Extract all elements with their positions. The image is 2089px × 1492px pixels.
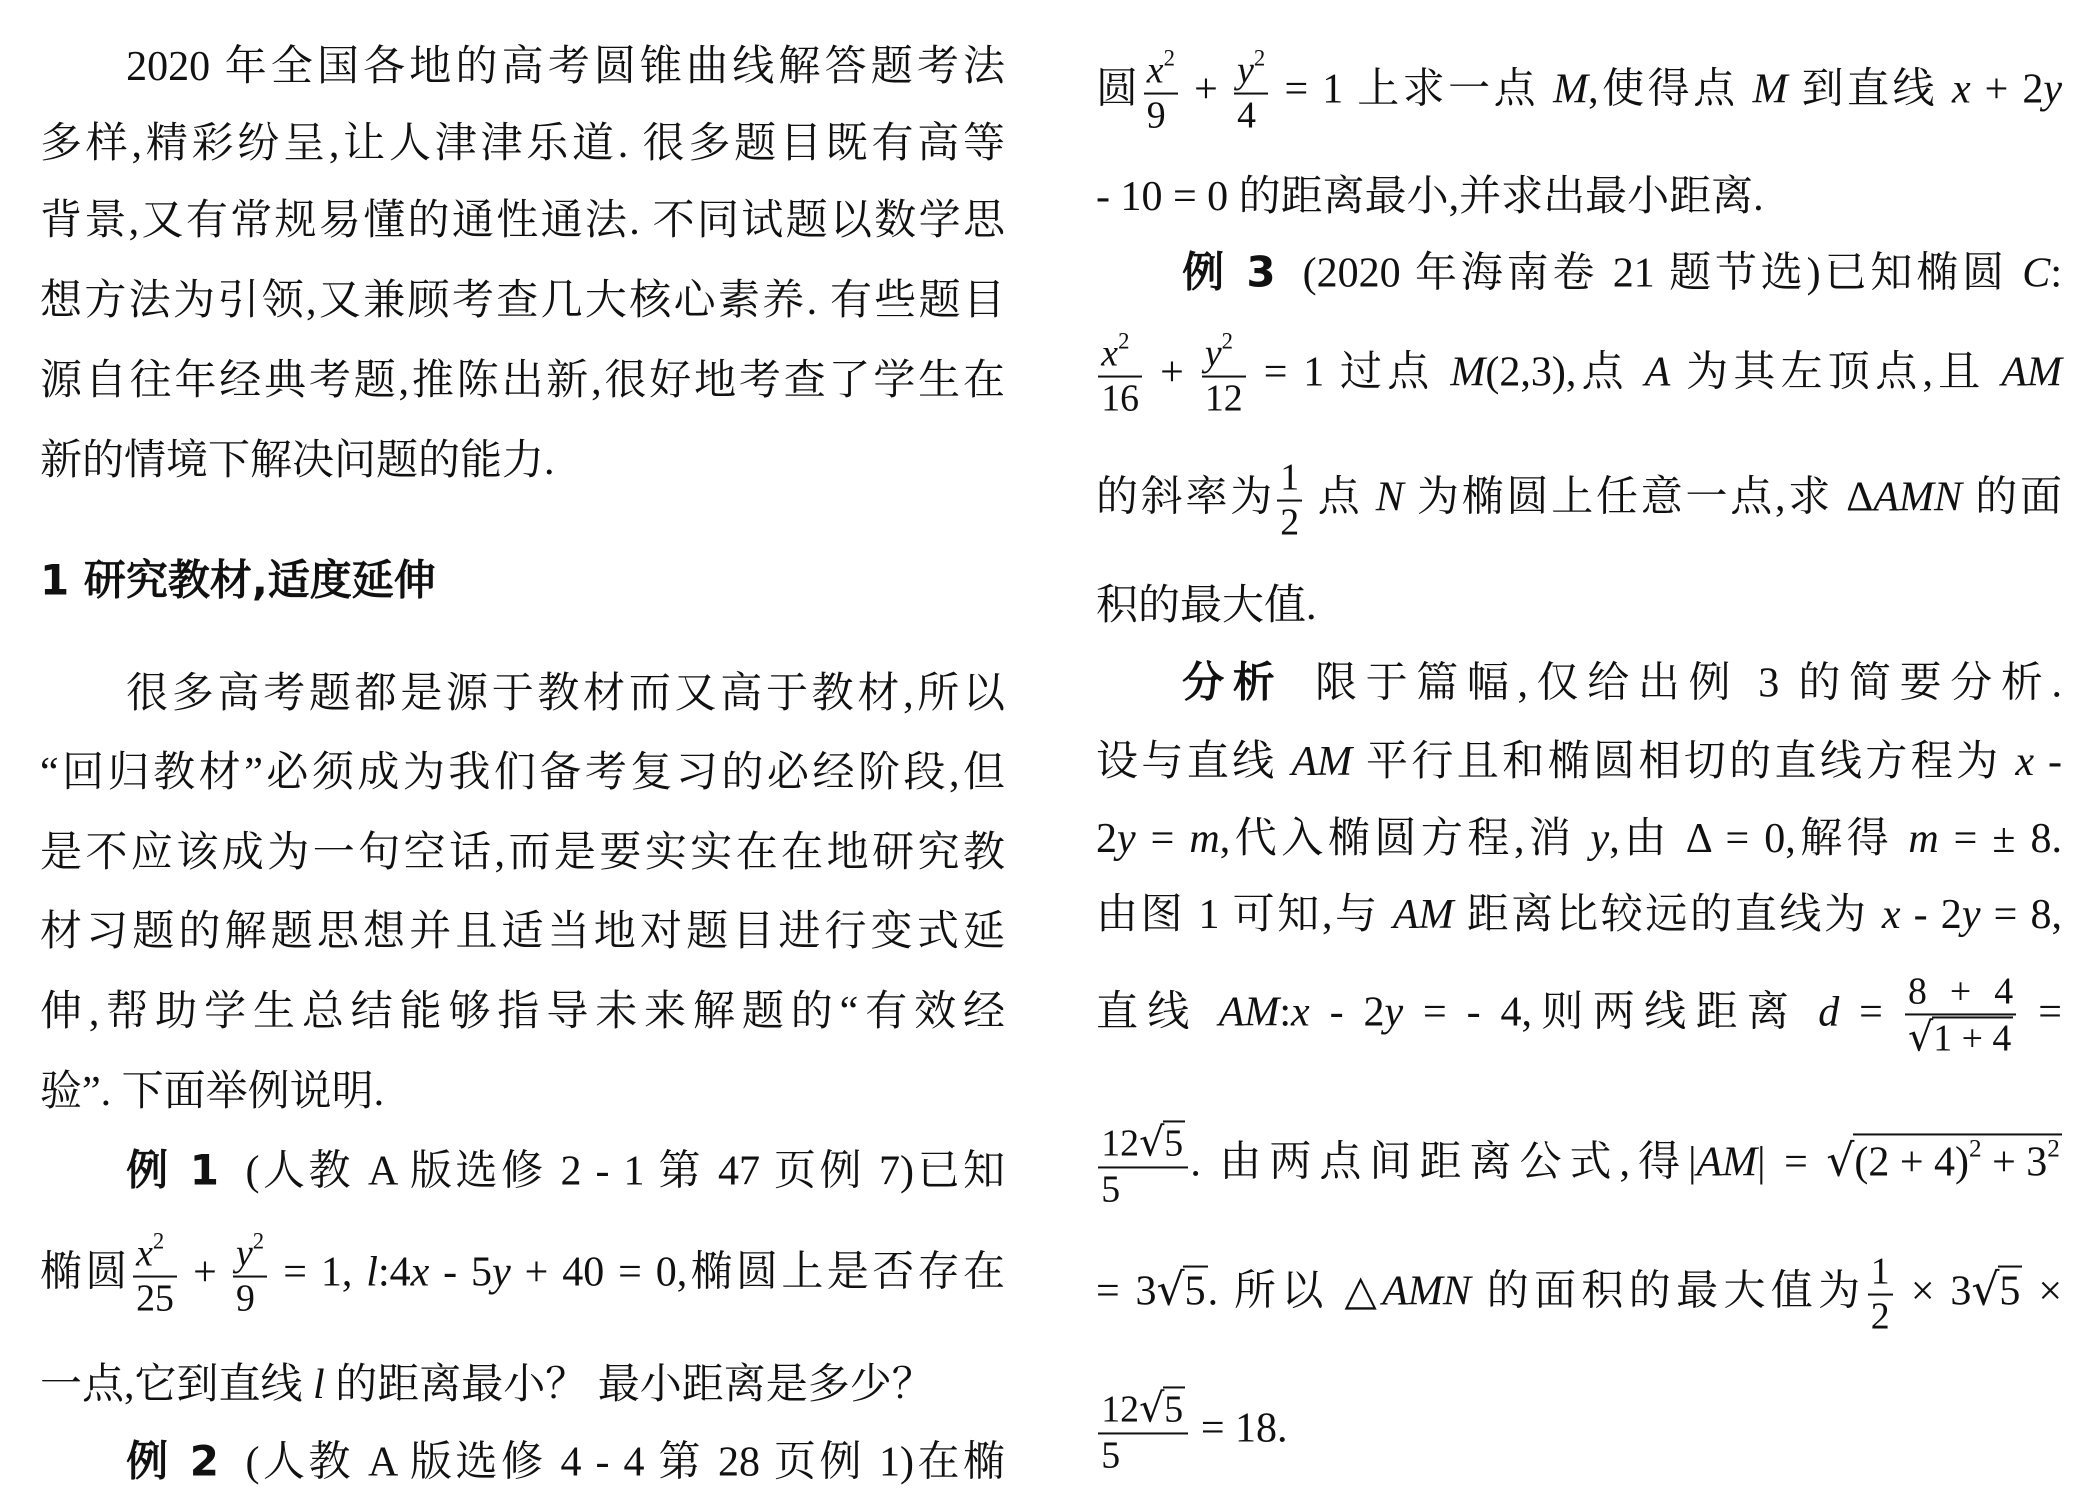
text-run: + [1144, 349, 1200, 396]
math-variable: l [366, 1249, 378, 1296]
intro-paragraph-line [40, 118, 1005, 171]
text-run: 点 [1304, 474, 1376, 521]
math-variable: y [1384, 989, 1404, 1036]
radical-sign: √ [1156, 1264, 1185, 1316]
text-run: 验”. 下面举例说明. [40, 1068, 385, 1115]
superscript: 2 [1221, 328, 1234, 354]
text-run: ,使得点 [1588, 66, 1753, 113]
text-run: | = [1757, 1139, 1827, 1186]
math-variable: C [2022, 250, 2051, 297]
text-run: = 8, [1980, 891, 2062, 938]
text-run: 5 [1101, 1168, 1121, 1211]
math-variable: AM [1392, 891, 1454, 938]
superscript: 2 [1163, 45, 1175, 71]
analysis-line [1096, 1386, 2062, 1477]
math-variable: y [2043, 66, 2062, 113]
fraction-denominator [1277, 500, 1302, 545]
math-variable: y [235, 1232, 253, 1275]
fraction-numerator [1144, 45, 1178, 93]
text-run: - 2 [1309, 989, 1385, 1036]
textbook-paragraph-line [40, 668, 1005, 721]
text-run: 8 + 4 [1908, 970, 2014, 1013]
text-run: 5 [1101, 1434, 1121, 1477]
text-run: 直线 [1096, 989, 1219, 1036]
text-run: 背景,又有常规易懂的通性通法. 不同试题以数学思 [40, 197, 1005, 244]
math-variable: x [1952, 66, 1971, 113]
text-run: = 1, [269, 1249, 367, 1296]
radicand [1853, 1134, 2062, 1186]
superscript: 2 [1253, 45, 1266, 71]
text-run: 12 [1101, 1388, 1140, 1431]
analysis-line [1096, 1251, 2062, 1340]
text-run: ,代入椭圆方程,消 [1219, 815, 1591, 862]
text-run: + [179, 1249, 231, 1296]
intro-paragraph-line [40, 195, 1005, 248]
text-run: 5 [1184, 1268, 1206, 1315]
bold-label: 1 研究教材,适度延伸 [40, 555, 436, 605]
example-2-line [40, 1435, 1005, 1489]
intro-paragraph-line [40, 41, 1005, 94]
text-run: 椭圆 [40, 1249, 131, 1296]
text-run: 25 [136, 1278, 174, 1320]
math-variable: y [1204, 332, 1222, 375]
text-run: 16 [1101, 378, 1140, 420]
text-run: 12 [1204, 378, 1243, 420]
math-variable: M [1752, 66, 1788, 113]
text-run: . 所以 △ [1207, 1268, 1383, 1315]
text-run: = [1839, 989, 1903, 1036]
analysis-line [1096, 813, 2062, 866]
math-variable: y [1237, 49, 1254, 92]
superscript: 2 [1118, 328, 1130, 354]
math-variable: x [1101, 332, 1119, 375]
text-run: + 40 = 0,椭圆上是否存在 [510, 1249, 1006, 1296]
text-run: = ± 8. [1938, 815, 2062, 862]
text-run: 1 [1280, 456, 1300, 499]
fraction [1098, 1386, 1188, 1477]
analysis-line [1096, 889, 2062, 942]
math-variable: x [1881, 891, 1901, 938]
text-run: + [1180, 66, 1232, 113]
textbook-paragraph-line [40, 1066, 1005, 1119]
text-run: 平行且和椭圆相切的直线方程为 [1352, 738, 2016, 785]
text-run: + 2 [1970, 66, 2044, 113]
fraction [1098, 328, 1142, 422]
fraction [1144, 45, 1178, 139]
text-run: + 3 [1981, 1139, 2048, 1186]
fraction-denominator [1098, 1432, 1188, 1477]
text-run: (人教 A 版选修 4 - 4 第 28 页例 1)在椭 [231, 1439, 1005, 1486]
text-run: 2020 年全国各地的高考圆锥曲线解答题考法 [126, 43, 1005, 90]
fraction-denominator [1098, 1166, 1188, 1211]
text-run: × [2022, 1268, 2063, 1315]
analysis-line [1096, 970, 2062, 1061]
textbook-paragraph-line [40, 986, 1005, 1039]
math-variable: l [313, 1361, 325, 1408]
text-run: 到直线 [1787, 66, 1953, 113]
fraction [1868, 1251, 1893, 1340]
math-variable: x [136, 1232, 153, 1275]
text-run: 的面积的最大值为 [1470, 1268, 1866, 1315]
text-run: 1 + 4 [1933, 1017, 2012, 1060]
radical-sign: √ [1139, 1119, 1165, 1166]
analysis-line [1096, 656, 2062, 710]
example-1-line [40, 1359, 1005, 1412]
radicand [1932, 1016, 2013, 1060]
left-column [40, 0, 1005, 1492]
text-run: = 18. [1190, 1405, 1288, 1452]
fraction-denominator [1905, 1014, 2016, 1062]
example-3-line [1096, 328, 2062, 422]
math-variable: x [1146, 49, 1164, 92]
text-run: - 5 [429, 1249, 493, 1296]
superscript: 2 [2047, 1135, 2060, 1163]
fraction [233, 1228, 267, 1322]
radicand [1183, 1266, 1208, 1315]
text-run: 多样,精彩纷呈,让人津津乐道. 很多题目既有高等 [40, 120, 1005, 167]
text-run: : [2050, 250, 2062, 297]
text-run: 2 [1870, 1296, 1890, 1338]
text-run: 一点,它到直线 [40, 1361, 314, 1408]
square-root [1826, 1134, 2062, 1190]
text-run: (人教 A 版选修 2 - 1 第 47 页例 7)已知 [231, 1148, 1005, 1195]
text-run: 9 [1146, 95, 1166, 137]
text-run: 距离比较远的直线为 [1453, 891, 1882, 938]
radical-sign: √ [1908, 1014, 1934, 1061]
fraction-numerator [1202, 328, 1246, 376]
bold-label: 例 2 [126, 1436, 219, 1486]
radical-sign: √ [1971, 1264, 2000, 1316]
math-variable: d [1818, 989, 1840, 1036]
example-2-continued-line [1096, 45, 2062, 139]
text-run: ,由 Δ = 0,解得 [1609, 815, 1909, 862]
superscript: 2 [1969, 1135, 1982, 1163]
text-run: 很多高考题都是源于教材而又高于教材,所以 [126, 670, 1005, 717]
square-root [1139, 1386, 1185, 1432]
fraction-denominator [233, 1276, 267, 1321]
math-variable: AM [1218, 989, 1280, 1036]
fraction [1202, 328, 1246, 422]
text-run: - 10 = 0 的距离最小,并求出最小距离. [1096, 173, 1764, 220]
fraction-denominator [1202, 376, 1246, 421]
text-run: = - 4,则两线距离 [1403, 989, 1819, 1036]
example-3-line [1096, 457, 2062, 546]
square-root [1157, 1263, 1208, 1319]
analysis-line [1096, 1120, 2062, 1211]
fraction-numerator [133, 1228, 177, 1276]
text-run: 1 [1870, 1250, 1890, 1293]
text-run: : [1279, 989, 1292, 1036]
text-run: (2020 年海南卷 21 题节选)已知椭圆 [1288, 250, 2023, 297]
fraction-denominator [1234, 93, 1268, 138]
text-run: 圆 [1096, 66, 1142, 113]
math-variable: y [1590, 815, 1610, 862]
text-run: = 1 上求一点 [1270, 66, 1554, 113]
text-run: 限于篇幅,仅给出例 3 的简要分析. [1295, 660, 2062, 707]
intro-paragraph-line [40, 355, 1005, 408]
text-run: = 3 [1096, 1268, 1157, 1315]
text-run: 伸,帮助学生总结能够指导未来解题的“有效经 [40, 988, 1005, 1035]
textbook-paragraph-line [40, 827, 1005, 880]
bold-label: 分析 [1182, 657, 1284, 707]
text-run: 设与直线 [1096, 738, 1292, 785]
math-variable: x [2015, 738, 2035, 785]
text-run: “回归教材”必须成为我们备考复习的必经阶段,但 [40, 749, 1005, 796]
text-run: 材习题的解题思想并且适当地对题目进行变式延 [40, 908, 1005, 955]
textbook-paragraph-line [40, 747, 1005, 800]
text-run: - [2034, 738, 2062, 785]
math-variable: y [1117, 815, 1136, 862]
fraction [1905, 970, 2016, 1061]
fraction-denominator [133, 1276, 177, 1321]
math-variable: x [410, 1249, 430, 1296]
superscript: 2 [252, 1228, 265, 1254]
text-run: = [1135, 815, 1190, 862]
text-run: 为其左顶点,且 [1670, 349, 2002, 396]
textbook-paragraph-line [40, 906, 1005, 959]
math-variable: AM [1291, 738, 1353, 785]
text-run: (2,3),点 [1485, 349, 1645, 396]
text-run: = [2018, 989, 2062, 1036]
square-root [1971, 1263, 2022, 1319]
math-variable: m [1908, 815, 1939, 862]
math-variable: M [1553, 66, 1589, 113]
math-variable: M [1450, 349, 1486, 396]
math-variable: A [1644, 349, 1671, 396]
radical-sign: √ [1826, 1135, 1855, 1187]
math-variable: AMN [1873, 474, 1962, 521]
fraction-numerator [1098, 1120, 1188, 1166]
text-run: 2 [1096, 815, 1117, 862]
superscript: 2 [152, 1228, 165, 1254]
fraction-numerator [1234, 45, 1268, 93]
fraction-denominator [1868, 1294, 1893, 1339]
fraction [1277, 457, 1302, 546]
intro-paragraph-line [40, 435, 1005, 488]
section-1-heading-line [40, 554, 1005, 608]
example-3-line [1096, 580, 2062, 633]
math-variable: m [1189, 815, 1220, 862]
text-run: 新的情境下解决问题的能力. [40, 437, 555, 484]
text-run: = 1 过点 [1247, 349, 1451, 396]
text-run: 4 [1237, 95, 1257, 137]
text-run: 想方法为引领,又兼顾考查几大核心素养. 有些题目 [40, 277, 1005, 324]
fraction-denominator [1144, 93, 1178, 138]
text-run: - 2 [1900, 891, 1962, 938]
text-run: 5 [1164, 1388, 1184, 1431]
text-run: 的距离最小？ 最小距离是多少？ [324, 1361, 934, 1408]
radicand [1163, 1121, 1185, 1165]
example-3-line [1096, 246, 2062, 300]
fraction-numerator [1098, 1386, 1188, 1432]
example-1-line [40, 1144, 1005, 1198]
text-run: 12 [1101, 1122, 1140, 1165]
math-variable: x [1291, 989, 1310, 1036]
fraction-numerator [233, 1228, 267, 1276]
text-run: :4 [377, 1249, 411, 1296]
text-run: 5 [1164, 1122, 1184, 1165]
text-run: 2 [1280, 502, 1300, 544]
radical-sign: √ [1139, 1385, 1165, 1432]
example-2-continued-line [1096, 171, 2062, 224]
text-run: 由图 1 可知,与 [1096, 891, 1393, 938]
square-root [1139, 1120, 1185, 1166]
radicand [1163, 1387, 1185, 1431]
right-column [1096, 0, 2062, 1492]
fraction-numerator [1277, 457, 1302, 500]
math-variable: N [1375, 474, 1404, 521]
square-root [1908, 1016, 2013, 1062]
math-variable: y [1961, 891, 1981, 938]
text-run: 的斜率为 [1096, 474, 1276, 521]
fraction-denominator [1098, 376, 1142, 421]
text-run: 源自往年经典考题,推陈出新,很好地考查了学生在 [40, 357, 1005, 404]
math-variable: y [492, 1249, 511, 1296]
text-run: (2 + 4) [1854, 1139, 1970, 1186]
text-run: 的面 [1961, 474, 2062, 521]
intro-paragraph-line [40, 275, 1005, 328]
analysis-line [1096, 736, 2062, 789]
math-variable: AM [2001, 349, 2062, 396]
fraction-numerator [1868, 1251, 1893, 1294]
fraction [1098, 1120, 1188, 1211]
bold-label: 例 3 [1182, 247, 1276, 297]
radicand [1998, 1266, 2023, 1315]
text-run: 积的最大值. [1096, 582, 1317, 629]
math-variable: AMN [1382, 1268, 1471, 1315]
text-run: 9 [235, 1278, 255, 1320]
text-run: × 3 [1894, 1268, 1972, 1315]
fraction-numerator [1098, 328, 1142, 376]
text-run: 是不应该成为一句空话,而是要实实在在地研究教 [40, 829, 1005, 876]
fraction [1234, 45, 1268, 139]
text-run: 为椭圆上任意一点,求 Δ [1403, 474, 1874, 521]
text-run: . 由两点间距离公式,得| [1190, 1139, 1697, 1186]
fraction [133, 1228, 177, 1322]
text-run: 5 [1999, 1268, 2021, 1315]
example-1-line [40, 1228, 1006, 1322]
fraction-numerator [1905, 970, 2016, 1013]
math-variable: AM [1696, 1139, 1758, 1186]
bold-label: 例 1 [126, 1145, 219, 1195]
